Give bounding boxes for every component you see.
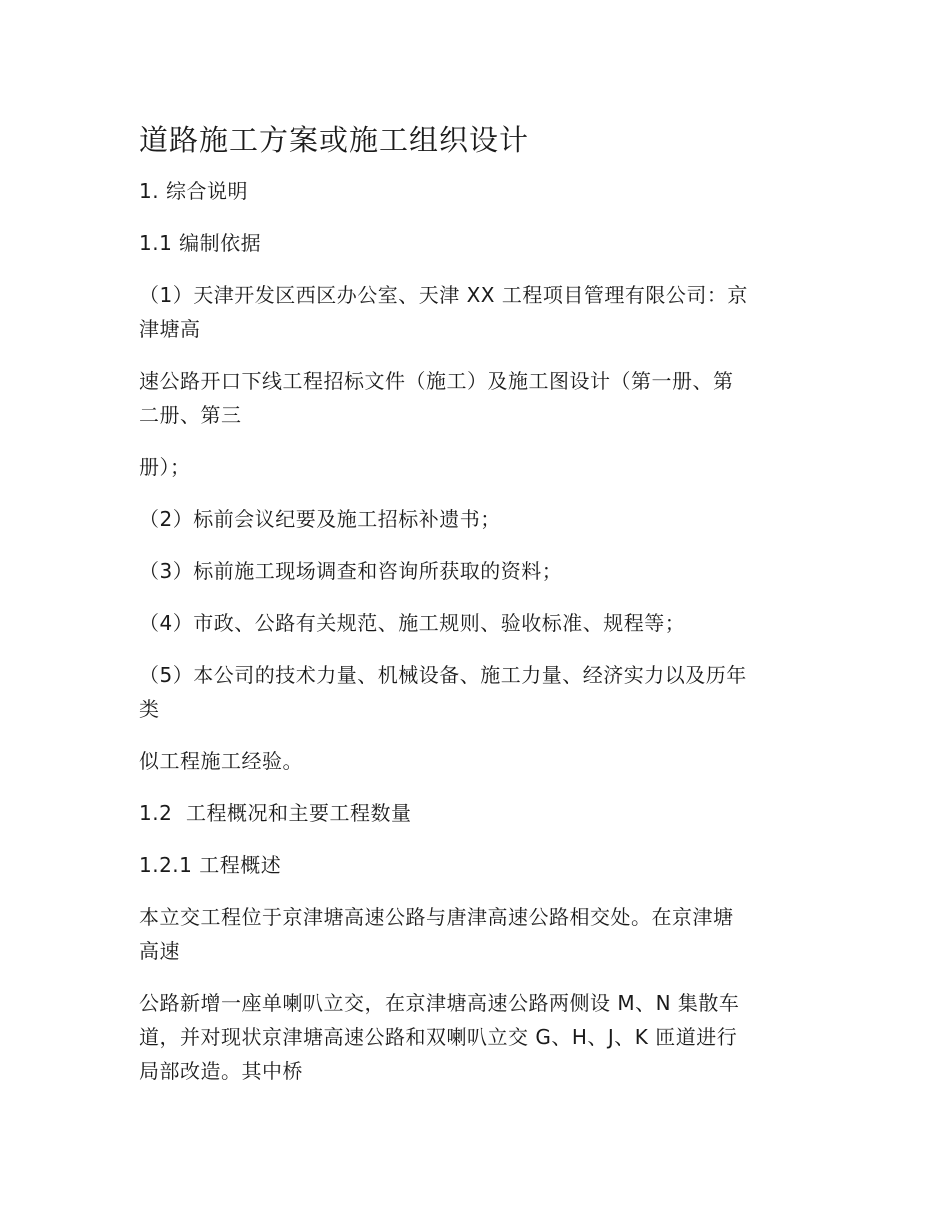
document-title: 道路施工方案或施工组织设计 [139, 123, 530, 157]
basis-item-1-part-3: 册）； [139, 455, 191, 479]
basis-item-5-part-2: 似工程施工经验。 [139, 749, 303, 773]
basis-item-3: （3）标前施工现场调查和咨询所获取的资料； [139, 559, 563, 583]
document-body [139, 118, 819, 1106]
basis-item-1-part-2: 速公路开口下线工程招标文件（施工）及施工图设计（第一册、第 二册、第三 [139, 369, 734, 427]
basis-item-2: （2）标前会议纪要及施工招标补遗书； [139, 507, 501, 531]
basis-item-4: （4）市政、公路有关规范、施工规则、验收标准、规程等； [139, 611, 686, 635]
section-heading-1-2-1: 1.2.1 工程概述 [139, 853, 282, 877]
overview-paragraph-part-1: 本立交工程位于京津塘高速公路与唐津高速公路相交处。在京津塘 高速 [139, 905, 734, 963]
section-heading-1: 1. 综合说明 [139, 179, 248, 203]
basis-item-5-part-1: （5）本公司的技术力量、机械设备、施工力量、经济实力以及历年 类 [139, 663, 747, 721]
overview-paragraph-part-2: 公路新增一座单喇叭立交，在京津塘高速公路两侧设 M、N 集散车 道，并对现状京津塘高速公路和双喇叭立交 G、H、J、K 匝道进行 局部改造。其中桥 [139, 991, 740, 1083]
section-heading-1-2: 1.2 工程概况和主要工程数量 [139, 801, 412, 825]
basis-item-1-part-1: （1）天津开发区西区办公室、天津 XX 工程项目管理有限公司：京 津塘高 [139, 283, 748, 341]
section-heading-1-1: 1.1 编制依据 [139, 231, 262, 255]
